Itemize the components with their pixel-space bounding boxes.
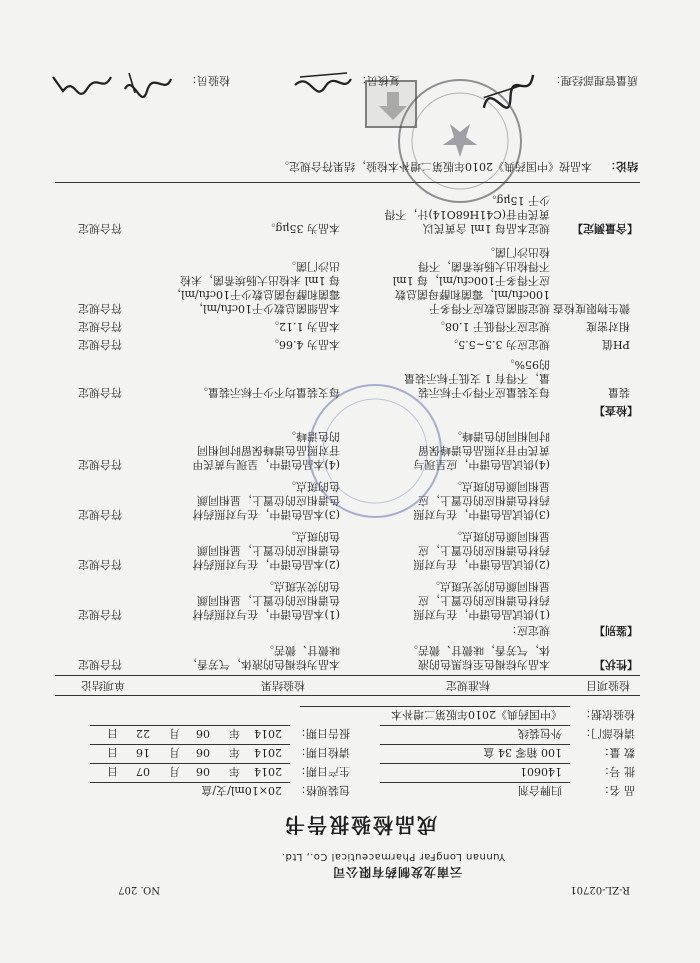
- qa-manager-label: 质量管理部经理：: [550, 74, 638, 87]
- prod-date-month: 06: [196, 765, 210, 778]
- check-4-standard: 不得检出大肠埃希菌，不得: [418, 260, 550, 273]
- req-date-label: 请检日期：: [295, 746, 350, 759]
- col-header-item: 检验项目: [586, 679, 630, 692]
- req-date-year: 2014: [254, 746, 282, 759]
- identify-2-standard: 药材色谱相应的位置上，应: [418, 544, 550, 557]
- field-underline: [90, 744, 290, 745]
- batch-label: 批 号：: [598, 765, 635, 778]
- identify-4-result: 的色谱峰。: [285, 430, 340, 443]
- signature-scribble-icon: [285, 67, 355, 97]
- identify-3-standard: 药材色谱相应的位置上，应: [418, 494, 550, 507]
- character-result-line: 本品为棕褐色的液体，气芳香，: [186, 658, 340, 671]
- handwritten-signature: [285, 63, 355, 97]
- identify-4-conclusion: 符合规定: [78, 458, 122, 471]
- report-date-month: 06: [196, 727, 210, 740]
- company-name: 云南龙发制药有限公司: [331, 865, 462, 879]
- unit-month: 月: [169, 746, 180, 759]
- identify-3-standard: 显相同颜色的斑点。: [451, 480, 550, 493]
- check-4-name: 微生物限度检查: [553, 302, 630, 315]
- unit-year: 年: [229, 765, 240, 778]
- field-underline: [380, 725, 570, 726]
- check-4-result: 出沙门菌。: [285, 260, 340, 273]
- identify-3-result: 色的斑点。: [285, 480, 340, 493]
- assay-standard: 黄芪甲苷(C41H68O14)计，不得: [384, 208, 550, 221]
- stamp-ring-icon: [310, 386, 440, 516]
- identify-1-result: 色的荧光斑点。: [263, 580, 340, 593]
- check-4-standard: 应不得多于100cfu/ml，每 1ml: [392, 274, 550, 287]
- qty-label: 数 量：: [598, 746, 635, 759]
- signature-scribble-icon: [45, 69, 115, 99]
- identify-2-standard: (2)供试品色谱中，在与对照: [413, 558, 550, 571]
- check-1-standard: 每支装量应不得少于标示装: [418, 386, 550, 399]
- section-assay: 【含量测定】: [572, 222, 638, 235]
- table-top-rule: [55, 695, 640, 696]
- report-date-label: 报告日期：: [295, 727, 350, 740]
- check-1-result: 每支装量均不少于标示装量。: [197, 386, 340, 399]
- identify-3-standard: (3)供试品色谱中，在与对照: [413, 508, 550, 521]
- identify-1-result: (1)本品色谱中，在与对照药材: [192, 608, 340, 621]
- identify-1-standard: 显相同颜色的荧光斑点。: [429, 580, 550, 593]
- report-date-year: 2014: [254, 727, 282, 740]
- check-1-name: 装量: [608, 386, 630, 399]
- dept-label: 请检部门：: [580, 727, 635, 740]
- identify-2-result: (2)本品色谱中，在与对照药材: [192, 558, 340, 571]
- check-4-conclusion: 符合规定: [78, 302, 122, 315]
- table-bottom-rule: [55, 182, 640, 183]
- identify-1-standard: 药材色谱相应的位置上，应: [418, 594, 550, 607]
- assay-standard: 规定本品每 1ml 含黄芪以: [423, 222, 550, 235]
- identify-4-standard: (4)供试品色谱中，应呈现与: [413, 458, 550, 471]
- assay-conclusion: 符合规定: [78, 222, 122, 235]
- identify-2-result: 色谱相应的位置上，显相同颜: [197, 544, 340, 557]
- inspector-label: 检验员：: [186, 74, 230, 87]
- check-3-result: 本品为 1.12。: [268, 320, 340, 333]
- identify-3-result: (3)本品色谱中，在与对照药材: [192, 508, 340, 521]
- field-underline: [380, 782, 570, 783]
- unit-day: 日: [107, 727, 118, 740]
- section-character: 【性状】: [594, 658, 638, 671]
- field-underline: [90, 763, 290, 764]
- reviewer-label: 复核员：: [356, 74, 400, 87]
- field-underline: [380, 744, 570, 745]
- unit-day: 日: [107, 765, 118, 778]
- field-underline: [300, 706, 570, 707]
- conclusion-text: 本品按《中国药典》2010年版第二增补本检验，结果符合规定。: [278, 160, 592, 173]
- handwritten-signature: [45, 65, 115, 99]
- conclusion-label: 结论：: [605, 160, 638, 173]
- check-3-standard: 规定应不得低于 1.08。: [434, 320, 550, 333]
- assay-result: 本品为 35μg。: [264, 222, 340, 235]
- prod-date-year: 2014: [254, 765, 282, 778]
- identify-4-standard: 时间相同的色谱峰。: [451, 430, 550, 443]
- identify-1-standard: (1)供试品色谱中，在与对照: [413, 608, 550, 621]
- identify-standard-head: 规定应：: [506, 624, 550, 637]
- identify-3-result: 色谱相应的位置上，显相同颜: [197, 494, 340, 507]
- signature-scribble-icon: [105, 69, 175, 99]
- field-underline: [380, 763, 570, 764]
- qty-value: 100 箱零 34 盒: [483, 746, 562, 759]
- name-label: 品 名：: [598, 784, 635, 797]
- prod-date-day: 07: [136, 765, 150, 778]
- check-2-standard: 规定应为 3.5~5.5。: [447, 338, 550, 351]
- assay-standard: 少于 15μg。: [485, 194, 550, 207]
- unit-day: 日: [107, 746, 118, 759]
- unit-year: 年: [229, 746, 240, 759]
- prod-date-label: 生产日期：: [295, 765, 350, 778]
- character-standard-line: 本品为棕褐色至棕黑色的液: [418, 658, 550, 671]
- check-2-name: PH值: [602, 338, 630, 351]
- report-date-day: 22: [136, 727, 150, 740]
- unit-year: 年: [229, 727, 240, 740]
- identify-2-standard: 显相同颜色的斑点。: [451, 530, 550, 543]
- basis-label: 检验依据：: [580, 708, 635, 721]
- spec-label: 包装规格：: [295, 784, 350, 797]
- name-value: 归脾合剂: [518, 784, 562, 797]
- field-underline: [90, 782, 290, 783]
- section-identify: 【鉴别】: [594, 624, 638, 637]
- check-4-standard: 规定细菌总数应不得多于: [429, 302, 550, 315]
- req-date-day: 16: [136, 746, 150, 759]
- check-4-standard: 100cfu/ml，霉菌和酵母菌总数: [395, 288, 550, 301]
- square-seal: [365, 80, 417, 128]
- col-header-result: 检验结果: [261, 679, 305, 692]
- col-header-conclusion: 单项结论: [81, 679, 125, 692]
- page-title: 成品检验报告书: [283, 813, 437, 837]
- character-conclusion: 符合规定: [78, 658, 122, 671]
- identify-3-conclusion: 符合规定: [78, 508, 122, 521]
- identify-2-conclusion: 符合规定: [78, 558, 122, 571]
- table-header-rule: [55, 675, 640, 676]
- dept-value: 外包装线: [518, 727, 562, 740]
- check-4-result: 本品细菌总数少于10cfu/ml，: [192, 302, 340, 315]
- form-code: R-ZL-02701: [570, 884, 630, 895]
- seal-arrow-icon: [371, 86, 415, 126]
- section-check: 【检查】: [594, 404, 638, 417]
- company-english-name: Yunnan LongFar Pharmaceutical Co., Ltd.: [281, 851, 505, 862]
- blue-stamp: [308, 384, 442, 518]
- check-1-standard: 量，不得有 1 支低于标示装量: [404, 372, 550, 385]
- identify-2-result: 色的斑点。: [285, 530, 340, 543]
- check-1-conclusion: 符合规定: [78, 386, 122, 399]
- check-3-name: 相对密度: [586, 320, 630, 333]
- character-standard-line: 体，气芳香，味微甘、微苦。: [407, 644, 550, 657]
- identify-4-result: (4)本品色谱中，呈现与黄芪甲: [192, 458, 340, 471]
- req-date-month: 06: [196, 746, 210, 759]
- check-3-conclusion: 符合规定: [78, 320, 122, 333]
- identify-4-result: 苷对照品色谱峰保留时间相同: [197, 444, 340, 457]
- identify-1-conclusion: 符合规定: [78, 608, 122, 621]
- identify-4-standard: 黄芪甲苷对照品色谱峰保留: [418, 444, 550, 457]
- check-1-standard: 的95%。: [503, 358, 550, 371]
- identify-1-result: 色谱相应的位置上，显相同颜: [197, 594, 340, 607]
- check-4-result: 每 1ml 未检出大肠埃希菌，未检: [180, 274, 340, 287]
- check-4-result: 霉菌和酵母菌总数少于10cfu/ml，: [170, 288, 340, 301]
- stamp-star-icon: [400, 81, 520, 201]
- character-result-line: 味微甘、微苦。: [263, 644, 340, 657]
- check-4-standard: 检出沙门菌。: [484, 246, 550, 259]
- unit-month: 月: [169, 765, 180, 778]
- check-2-result: 本品为 4.66。: [268, 338, 340, 351]
- spec-value: 20×10ml/支/盒: [201, 784, 282, 797]
- unit-month: 月: [169, 727, 180, 740]
- batch-value: 140601: [520, 765, 562, 778]
- basis-value: 《中国药典》2010年版第二增补本: [391, 708, 562, 721]
- report-number: NO. 207: [118, 884, 160, 895]
- check-2-conclusion: 符合规定: [78, 338, 122, 351]
- col-header-standard: 标准规定: [446, 679, 490, 692]
- field-underline: [90, 725, 290, 726]
- handwritten-signature: [105, 65, 175, 99]
